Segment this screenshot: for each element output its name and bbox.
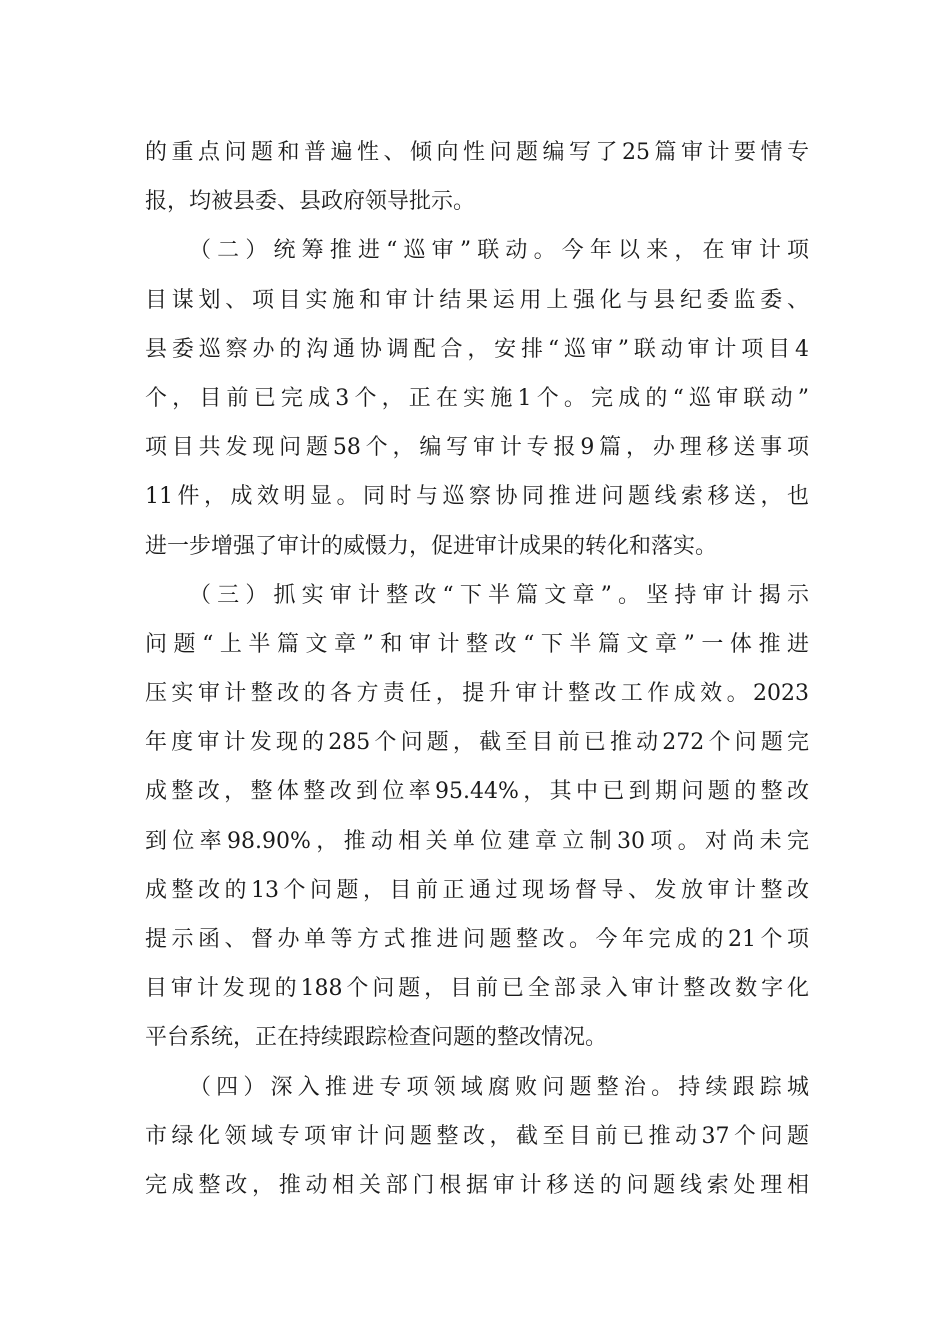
text-line: 进一步增强了审计的威慑力，促进审计成果的转化和落实。: [145, 533, 718, 559]
section-heading-line: （四）深入推进专项领域腐败问题整治。持续跟踪城: [189, 1074, 809, 1100]
text-line: 目审计发现的188个问题，目前已全部录入审计整改数字化: [145, 976, 809, 1002]
text-line: 年度审计发现的285个问题，截至目前已推动272个问题完: [145, 730, 809, 756]
text-line: 的重点问题和普遍性、倾向性问题编写了25篇审计要情专: [145, 140, 809, 165]
text-line: 11件，成效明显。同时与巡察协同推进问题线索移送，也: [145, 484, 809, 510]
body-text: [145, 128, 809, 1210]
text-line: 县委巡察办的沟通协调配合，安排“巡审”联动审计项目4: [145, 336, 809, 362]
text-line: 平台系统，正在持续跟踪检查问题的整改情况。: [145, 1025, 608, 1051]
text-line: 成整改的13个问题，目前正通过现场督导、发放审计整改: [145, 877, 809, 903]
text-line: 压实审计整改的各方责任，提升审计整改工作成效。2023: [145, 681, 809, 707]
text-line: 成整改，整体整改到位率95.44%，其中已到期问题的整改: [145, 779, 809, 805]
text-line: 提示函、督办单等方式推进问题整改。今年完成的21个项: [145, 927, 809, 952]
section-heading-line: （二）统筹推进“巡审”联动。今年以来，在审计项: [189, 238, 809, 264]
section-heading-line: （三）抓实审计整改“下半篇文章”。坚持审计揭示: [189, 582, 809, 608]
text-line: 完成整改，推动相关部门根据审计移送的问题线索处理相: [145, 1172, 809, 1198]
text-line: 到位率98.90%，推动相关单位建章立制30项。对尚未完: [145, 828, 809, 854]
text-line: 个，目前已完成3个，正在实施1个。完成的“巡审联动”: [145, 385, 809, 411]
text-line: 市绿化领域专项审计问题整改，截至目前已推动37个问题: [145, 1123, 809, 1149]
text-line: 项目共发现问题58个，编写审计专报9篇，办理移送事项: [145, 435, 809, 461]
text-line: 报，均被县委、县政府领导批示。: [145, 189, 476, 215]
text-line: 问题“上半篇文章”和审计整改“下半篇文章”一体推进: [145, 631, 809, 657]
text-line: 目谋划、项目实施和审计结果运用上强化与县纪委监委、: [145, 287, 809, 313]
